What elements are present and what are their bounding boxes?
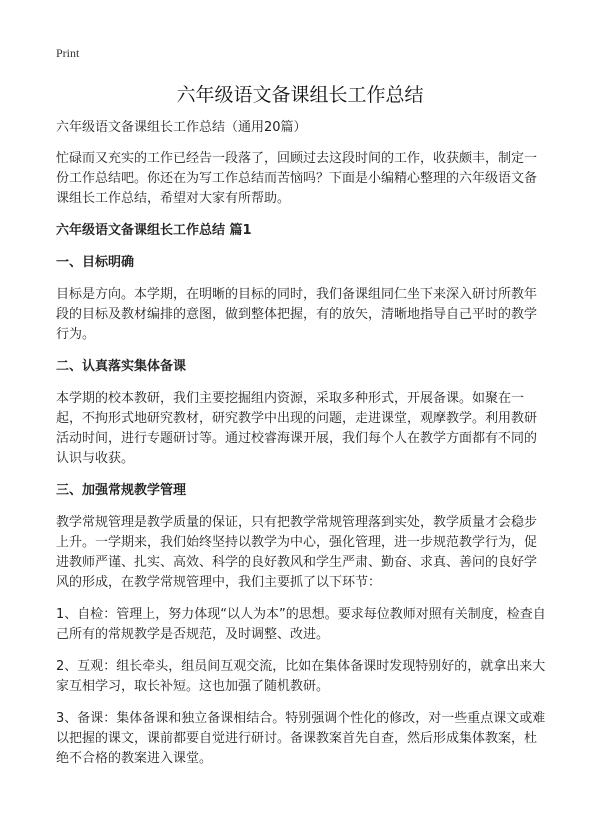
section-heading: 二、认真落实集体备课 bbox=[56, 359, 187, 374]
print-label[interactable]: Print bbox=[56, 46, 80, 60]
section-paragraph: 教学常规管理是教学质量的保证，只有把教学常规管理落到实处，教学质量才会稳步上升。一学期来，我们始终坚持以教学为中心，强化管理，进一步规范教学行为，促进教师严谨、扎实、高效、科学的良好教风和学生严肃、勤奋、求真、善问的良好学风的形成，在教学常规管理中，我们主要抓了以下环节： bbox=[56, 515, 538, 590]
article-body bbox=[56, 118, 546, 781]
section-heading: 一、目标明确 bbox=[56, 255, 135, 270]
section-paragraph: 本学期的校本教研，我们主要挖掘组内资源，采取多种形式，开展备课。如聚在一起，不拘形式地研究教材，研究教学中出现的问题，走进课堂，观摩教学。利用教研活动时间，进行专题研讨等。通过校睿海课开展，我们每个人在教学方面都有不同的认识与收获。 bbox=[56, 391, 538, 466]
list-item: 2、互观：组长牵头，组员间互观交流，比如在集体备课时发现特别好的，就拿出来大家互相学习，取长补短。这也加强了随机教研。 bbox=[56, 659, 546, 694]
page-title: 六年级语文备课组长工作总结 bbox=[176, 84, 424, 106]
section-paragraph: 目标是方向。本学期，在明晰的目标的同时，我们备课组同仁坐下来深入研讨所教年段的目标及教材编排的意图，做到整体把握，有的放矢，清晰地指导自己平时的教学行为。 bbox=[56, 287, 538, 342]
list-item: 3、备课：集体备课和独立备课相结合。特别强调个性化的修改，对一些重点课文或难以把握的课文，课前都要自觉进行研讨。备课教案首先自查，然后形成集体教案，杜绝不合格的教案进入课堂。 bbox=[56, 711, 546, 766]
article-subtitle: 六年级语文备课组长工作总结（通用20篇） bbox=[56, 120, 307, 135]
article-heading: 六年级语文备课组长工作总结 篇1 bbox=[56, 223, 252, 238]
section-heading: 三、加强常规教学管理 bbox=[56, 483, 187, 498]
intro-paragraph: 忙碌而又充实的工作已经告一段落了，回顾过去这段时间的工作，收获颇丰，制定一份工作总结吧。你还在为写工作总结而苦恼吗？下面是小编精心整理的六年级语文备课组长工作总结，希望对大家有所帮助。 bbox=[56, 151, 538, 206]
list-item: 1、自检：管理上，努力体现“以人为本”的思想。要求每位教师对照有关制度，检查自己所有的常规教学是否规范，及时调整、改进。 bbox=[56, 607, 546, 642]
